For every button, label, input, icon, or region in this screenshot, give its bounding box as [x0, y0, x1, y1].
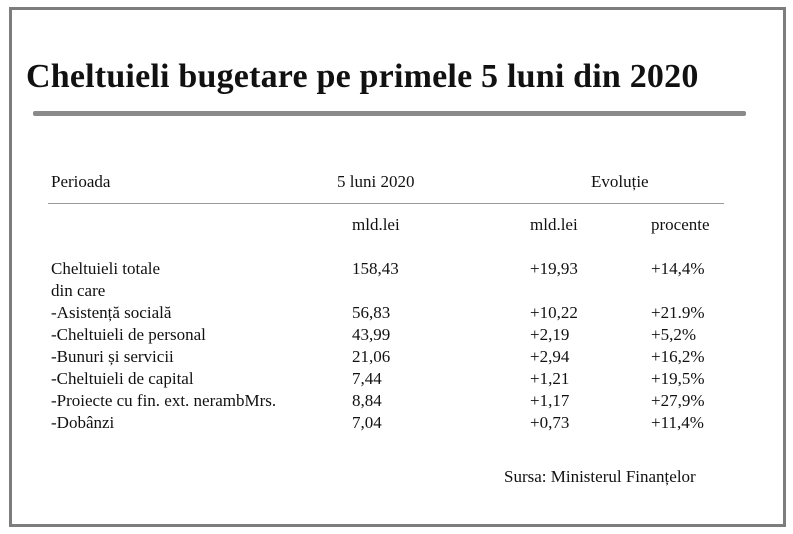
page-title: Cheltuieli bugetare pe primele 5 luni din 2020 [26, 58, 699, 95]
title-underline [33, 111, 746, 116]
row-change: +0,73 [530, 413, 570, 432]
row-label: -Bunuri și servicii [51, 347, 174, 366]
row-value: 43,99 [352, 325, 391, 344]
column-header-period: Perioada [51, 172, 111, 191]
row-percent: +19,5% [651, 369, 705, 388]
row-percent: +16,2% [651, 347, 705, 366]
row-value: 7,44 [352, 369, 382, 388]
unit-label-percent: procente [651, 215, 710, 234]
row-label: -Cheltuieli de capital [51, 369, 194, 388]
row-value: 21,06 [352, 347, 391, 366]
row-change: +1,21 [530, 369, 570, 388]
row-label: -Dobânzi [51, 413, 115, 432]
unit-label-value: mld.lei [352, 215, 400, 234]
row-change: +10,22 [530, 303, 578, 322]
row-label: -Proiecte cu fin. ext. nerambMrs. [51, 391, 277, 410]
row-change: +1,17 [530, 391, 570, 410]
row-percent: +11,4% [651, 413, 704, 432]
header-divider [48, 203, 724, 204]
row-label: -Asistență socială [51, 303, 172, 322]
row-change: +2,94 [530, 347, 570, 366]
row-percent: +21.9% [651, 303, 705, 322]
row-value: 8,84 [352, 391, 382, 410]
source-note: Sursa: Ministerul Finanțelor [504, 467, 696, 486]
row-value: 56,83 [352, 303, 391, 322]
row-value: 158,43 [352, 259, 399, 278]
row-percent: +5,2% [651, 325, 696, 344]
column-header-period-value: 5 luni 2020 [337, 172, 415, 191]
row-change: +19,93 [530, 259, 578, 278]
row-percent: +27,9% [651, 391, 705, 410]
row-label: Cheltuieli totale [51, 259, 161, 278]
row-label: din care [51, 281, 106, 300]
column-header-evolution: Evoluție [591, 172, 649, 191]
row-value: 7,04 [352, 413, 382, 432]
row-change: +2,19 [530, 325, 570, 344]
row-label: -Cheltuieli de personal [51, 325, 206, 344]
unit-label-change: mld.lei [530, 215, 578, 234]
row-percent: +14,4% [651, 259, 705, 278]
